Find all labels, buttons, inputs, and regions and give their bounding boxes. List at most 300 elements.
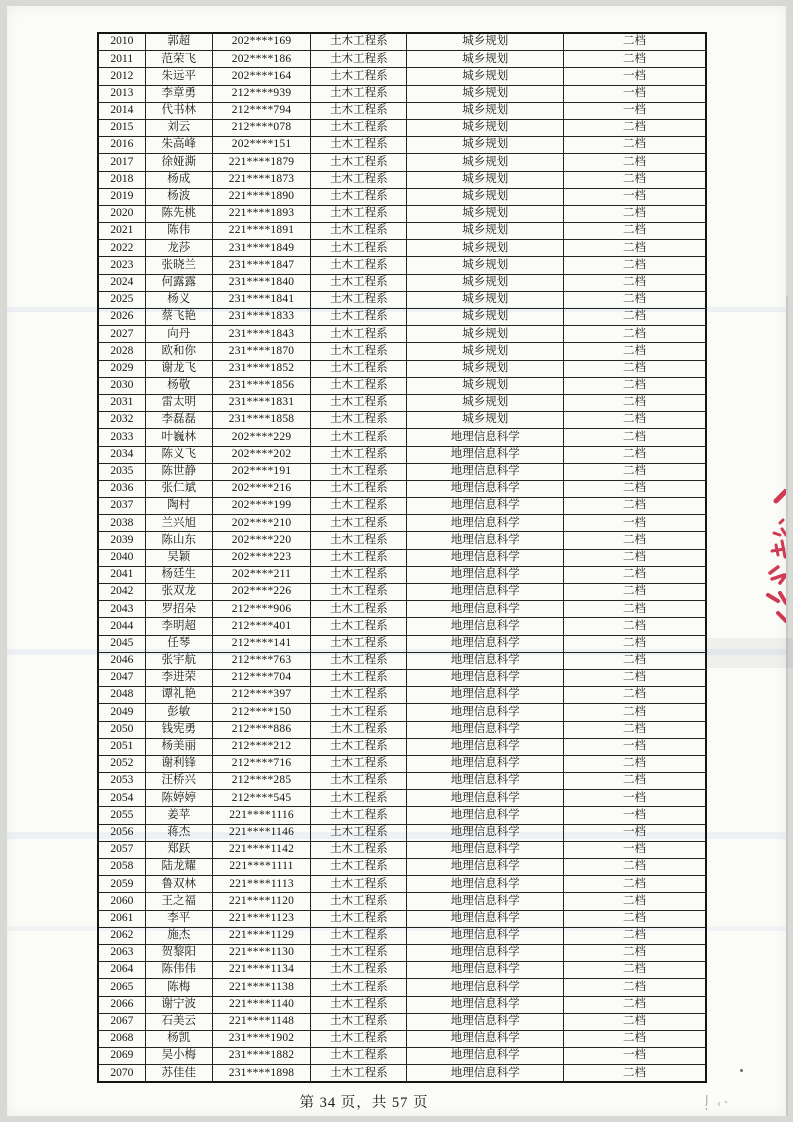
cell-major: 城乡规划: [407, 205, 564, 222]
cell-tier: 二档: [563, 910, 706, 927]
table-row: [98, 841, 706, 858]
cell-student-id: 221****1891: [212, 223, 310, 240]
table-row: [98, 51, 706, 68]
cell-index: 2057: [98, 841, 145, 858]
cell-student-id: 212****212: [212, 738, 310, 755]
cell-department: 土木工程系: [311, 188, 407, 205]
cell-student-id: 202****211: [212, 566, 310, 583]
cell-department: 土木工程系: [311, 1030, 407, 1047]
cell-department: 土木工程系: [311, 790, 407, 807]
cell-index: 2015: [98, 119, 145, 136]
cell-tier: 二档: [563, 927, 706, 944]
cell-department: 土木工程系: [311, 515, 407, 532]
table-body: [98, 33, 706, 1082]
cell-tier: 二档: [563, 463, 706, 480]
cell-student-id: 202****223: [212, 549, 310, 566]
cell-department: 土木工程系: [311, 618, 407, 635]
cell-student-id: 221****1142: [212, 841, 310, 858]
cell-tier: 一档: [563, 102, 706, 119]
cell-department: 土木工程系: [311, 171, 407, 188]
cell-major: 地理信息科学: [407, 807, 564, 824]
cell-major: 地理信息科学: [407, 790, 564, 807]
cell-department: 土木工程系: [311, 102, 407, 119]
cell-student-id: 221****1113: [212, 876, 310, 893]
cell-tier: 二档: [563, 498, 706, 515]
cell-tier: 二档: [563, 309, 706, 326]
cell-student-id: 221****1140: [212, 996, 310, 1013]
table-row: [98, 1065, 706, 1083]
table-row: [98, 68, 706, 85]
cell-department: 土木工程系: [311, 859, 407, 876]
table-row: [98, 205, 706, 222]
cell-tier: 二档: [563, 618, 706, 635]
cell-index: 2062: [98, 927, 145, 944]
cell-index: 2031: [98, 394, 145, 411]
cell-tier: 二档: [563, 532, 706, 549]
cell-student-id: 231****1833: [212, 309, 310, 326]
red-seal-fragment-icon: [760, 489, 786, 629]
cell-department: 土木工程系: [311, 669, 407, 686]
cell-major: 地理信息科学: [407, 893, 564, 910]
table-row: [98, 1048, 706, 1065]
cell-student-id: 202****226: [212, 584, 310, 601]
cell-major: 城乡规划: [407, 102, 564, 119]
table-row: [98, 1030, 706, 1047]
cell-major: 城乡规划: [407, 119, 564, 136]
table-row: [98, 1013, 706, 1030]
cell-index: 2012: [98, 68, 145, 85]
table-row: [98, 377, 706, 394]
cell-name: 陈伟: [145, 223, 212, 240]
cell-student-id: 202****199: [212, 498, 310, 515]
cell-department: 土木工程系: [311, 446, 407, 463]
cell-name: 吴颖: [145, 549, 212, 566]
cell-department: 土木工程系: [311, 601, 407, 618]
cell-tier: 二档: [563, 1030, 706, 1047]
cell-index: 2063: [98, 944, 145, 961]
cell-name: 雷太明: [145, 394, 212, 411]
table-row: [98, 480, 706, 497]
cell-tier: 二档: [563, 394, 706, 411]
table-row: [98, 291, 706, 308]
cell-student-id: 231****1898: [212, 1065, 310, 1083]
cell-name: 杨廷生: [145, 566, 212, 583]
cell-index: 2019: [98, 188, 145, 205]
cell-department: 土木工程系: [311, 807, 407, 824]
cell-student-id: 221****1879: [212, 154, 310, 171]
cell-major: 地理信息科学: [407, 755, 564, 772]
cell-student-id: 231****1840: [212, 274, 310, 291]
cell-name: 何露露: [145, 274, 212, 291]
cell-tier: 二档: [563, 1013, 706, 1030]
cell-name: 兰兴旭: [145, 515, 212, 532]
cell-tier: 一档: [563, 68, 706, 85]
cell-major: 城乡规划: [407, 154, 564, 171]
cell-department: 土木工程系: [311, 343, 407, 360]
cell-tier: 二档: [563, 223, 706, 240]
cell-tier: 二档: [563, 119, 706, 136]
cell-student-id: 202****151: [212, 137, 310, 154]
cell-index: 2039: [98, 532, 145, 549]
cell-index: 2013: [98, 85, 145, 102]
cell-major: 地理信息科学: [407, 859, 564, 876]
cell-index: 2054: [98, 790, 145, 807]
cell-name: 谭礼艳: [145, 687, 212, 704]
cell-department: 土木工程系: [311, 154, 407, 171]
table-row: [98, 566, 706, 583]
table-row: [98, 532, 706, 549]
cell-index: 2051: [98, 738, 145, 755]
cell-department: 土木工程系: [311, 429, 407, 446]
cell-major: 城乡规划: [407, 171, 564, 188]
cell-name: 蒋杰: [145, 824, 212, 841]
student-roster-table: [97, 32, 707, 1083]
cell-student-id: 221****1130: [212, 944, 310, 961]
cell-index: 2036: [98, 480, 145, 497]
cell-department: 土木工程系: [311, 1048, 407, 1065]
cell-index: 2022: [98, 240, 145, 257]
cell-student-id: 221****1890: [212, 188, 310, 205]
cell-student-id: 212****763: [212, 652, 310, 669]
cell-major: 地理信息科学: [407, 549, 564, 566]
cell-major: 城乡规划: [407, 274, 564, 291]
cell-index: 2047: [98, 669, 145, 686]
cell-student-id: 221****1111: [212, 859, 310, 876]
cell-tier: 二档: [563, 687, 706, 704]
cell-major: 地理信息科学: [407, 532, 564, 549]
cell-department: 土木工程系: [311, 1013, 407, 1030]
table-row: [98, 824, 706, 841]
cell-major: 地理信息科学: [407, 498, 564, 515]
cell-department: 土木工程系: [311, 635, 407, 652]
cell-index: 2032: [98, 412, 145, 429]
cell-department: 土木工程系: [311, 704, 407, 721]
cell-department: 土木工程系: [311, 463, 407, 480]
cell-department: 土木工程系: [311, 51, 407, 68]
document-page: [7, 6, 786, 1116]
cell-index: 2017: [98, 154, 145, 171]
cell-major: 地理信息科学: [407, 618, 564, 635]
table-row: [98, 876, 706, 893]
table-row: [98, 635, 706, 652]
cell-student-id: 231****1843: [212, 326, 310, 343]
table-row: [98, 515, 706, 532]
cell-name: 谢宁波: [145, 996, 212, 1013]
cell-department: 土木工程系: [311, 841, 407, 858]
cell-index: 2026: [98, 309, 145, 326]
cell-tier: 二档: [563, 205, 706, 222]
cell-major: 地理信息科学: [407, 910, 564, 927]
cell-major: 地理信息科学: [407, 721, 564, 738]
cell-name: 陈梅: [145, 979, 212, 996]
cell-tier: 二档: [563, 669, 706, 686]
cell-index: 2040: [98, 549, 145, 566]
cell-tier: 一档: [563, 841, 706, 858]
cell-name: 谢龙飞: [145, 360, 212, 377]
cell-major: 城乡规划: [407, 326, 564, 343]
cell-tier: 一档: [563, 790, 706, 807]
cell-name: 姜苹: [145, 807, 212, 824]
table-row: [98, 119, 706, 136]
cell-major: 地理信息科学: [407, 635, 564, 652]
cell-name: 代书林: [145, 102, 212, 119]
cell-department: 土木工程系: [311, 996, 407, 1013]
cell-department: 土木工程系: [311, 326, 407, 343]
cell-tier: 一档: [563, 515, 706, 532]
cell-department: 土木工程系: [311, 721, 407, 738]
cell-department: 土木工程系: [311, 584, 407, 601]
pencil-mark: [701, 1092, 731, 1119]
cell-name: 李章勇: [145, 85, 212, 102]
cell-department: 土木工程系: [311, 532, 407, 549]
table-row: [98, 859, 706, 876]
cell-index: 2041: [98, 566, 145, 583]
cell-student-id: 212****397: [212, 687, 310, 704]
cell-major: 地理信息科学: [407, 1048, 564, 1065]
cell-tier: 二档: [563, 171, 706, 188]
cell-name: 陶村: [145, 498, 212, 515]
cell-name: 张仁斌: [145, 480, 212, 497]
cell-index: 2043: [98, 601, 145, 618]
cell-name: 彭敏: [145, 704, 212, 721]
cell-index: 2055: [98, 807, 145, 824]
table-row: [98, 343, 706, 360]
cell-name: 向丹: [145, 326, 212, 343]
cell-student-id: 231****1852: [212, 360, 310, 377]
cell-tier: 二档: [563, 343, 706, 360]
cell-department: 土木工程系: [311, 1065, 407, 1083]
cell-student-id: 202****216: [212, 480, 310, 497]
cell-name: 杨义: [145, 291, 212, 308]
cell-student-id: 231****1870: [212, 343, 310, 360]
cell-tier: 二档: [563, 566, 706, 583]
cell-index: 2011: [98, 51, 145, 68]
cell-major: 地理信息科学: [407, 876, 564, 893]
table-row: [98, 412, 706, 429]
table-row: [98, 429, 706, 446]
cell-name: 陈山东: [145, 532, 212, 549]
cell-index: 2010: [98, 33, 145, 51]
cell-index: 2059: [98, 876, 145, 893]
cell-tier: 二档: [563, 412, 706, 429]
cell-department: 土木工程系: [311, 205, 407, 222]
cell-tier: 二档: [563, 1065, 706, 1083]
cell-major: 城乡规划: [407, 394, 564, 411]
cell-tier: 一档: [563, 188, 706, 205]
cell-department: 土木工程系: [311, 257, 407, 274]
cell-student-id: 231****1856: [212, 377, 310, 394]
cell-student-id: 231****1858: [212, 412, 310, 429]
cell-name: 任琴: [145, 635, 212, 652]
cell-major: 地理信息科学: [407, 515, 564, 532]
cell-index: 2070: [98, 1065, 145, 1083]
cell-tier: 二档: [563, 154, 706, 171]
cell-name: 刘云: [145, 119, 212, 136]
cell-name: 石美云: [145, 1013, 212, 1030]
cell-tier: 二档: [563, 429, 706, 446]
table-row: [98, 755, 706, 772]
cell-index: 2069: [98, 1048, 145, 1065]
table-row: [98, 102, 706, 119]
cell-tier: 二档: [563, 291, 706, 308]
cell-tier: 二档: [563, 962, 706, 979]
cell-department: 土木工程系: [311, 119, 407, 136]
cell-name: 杨波: [145, 188, 212, 205]
cell-name: 李明超: [145, 618, 212, 635]
cell-index: 2034: [98, 446, 145, 463]
cell-student-id: 231****1831: [212, 394, 310, 411]
cell-tier: 二档: [563, 584, 706, 601]
cell-major: 地理信息科学: [407, 841, 564, 858]
cell-student-id: 212****886: [212, 721, 310, 738]
cell-student-id: 212****545: [212, 790, 310, 807]
cell-name: 陈先桃: [145, 205, 212, 222]
cell-student-id: 221****1893: [212, 205, 310, 222]
cell-index: 2046: [98, 652, 145, 669]
table-row: [98, 996, 706, 1013]
cell-name: 张双龙: [145, 584, 212, 601]
cell-tier: 二档: [563, 446, 706, 463]
cell-student-id: 221****1134: [212, 962, 310, 979]
cell-major: 地理信息科学: [407, 1030, 564, 1047]
cell-name: 陈世静: [145, 463, 212, 480]
cell-student-id: 221****1873: [212, 171, 310, 188]
cell-major: 地理信息科学: [407, 824, 564, 841]
cell-department: 土木工程系: [311, 240, 407, 257]
cell-department: 土木工程系: [311, 223, 407, 240]
cell-major: 地理信息科学: [407, 463, 564, 480]
cell-major: 地理信息科学: [407, 687, 564, 704]
cell-tier: 二档: [563, 377, 706, 394]
cell-student-id: 202****220: [212, 532, 310, 549]
cell-major: 地理信息科学: [407, 979, 564, 996]
table-row: [98, 927, 706, 944]
cell-index: 2035: [98, 463, 145, 480]
cell-tier: 二档: [563, 33, 706, 51]
cell-major: 城乡规划: [407, 377, 564, 394]
table-row: [98, 669, 706, 686]
cell-index: 2058: [98, 859, 145, 876]
cell-major: 地理信息科学: [407, 1065, 564, 1083]
cell-department: 土木工程系: [311, 755, 407, 772]
cell-student-id: 212****716: [212, 755, 310, 772]
cell-major: 城乡规划: [407, 412, 564, 429]
table-row: [98, 962, 706, 979]
cell-major: 地理信息科学: [407, 927, 564, 944]
cell-student-id: 221****1120: [212, 893, 310, 910]
cell-name: 张晓兰: [145, 257, 212, 274]
cell-tier: 二档: [563, 137, 706, 154]
cell-student-id: 202****169: [212, 33, 310, 51]
cell-major: 地理信息科学: [407, 446, 564, 463]
cell-tier: 一档: [563, 738, 706, 755]
cell-tier: 二档: [563, 755, 706, 772]
table-row: [98, 790, 706, 807]
cell-student-id: 212****401: [212, 618, 310, 635]
cell-tier: 二档: [563, 944, 706, 961]
cell-major: 地理信息科学: [407, 773, 564, 790]
cell-department: 土木工程系: [311, 979, 407, 996]
cell-department: 土木工程系: [311, 68, 407, 85]
table-row: [98, 326, 706, 343]
table-row: [98, 309, 706, 326]
cell-major: 城乡规划: [407, 343, 564, 360]
cell-student-id: 221****1129: [212, 927, 310, 944]
cell-index: 2065: [98, 979, 145, 996]
cell-major: 地理信息科学: [407, 601, 564, 618]
cell-department: 土木工程系: [311, 309, 407, 326]
cell-department: 土木工程系: [311, 137, 407, 154]
cell-index: 2068: [98, 1030, 145, 1047]
cell-index: 2025: [98, 291, 145, 308]
cell-name: 鲁双林: [145, 876, 212, 893]
scan-shadow-band: [707, 638, 793, 668]
cell-major: 城乡规划: [407, 85, 564, 102]
cell-department: 土木工程系: [311, 377, 407, 394]
cell-major: 地理信息科学: [407, 429, 564, 446]
cell-name: 张宇航: [145, 652, 212, 669]
cell-name: 陈伟伟: [145, 962, 212, 979]
cell-department: 土木工程系: [311, 360, 407, 377]
cell-student-id: 221****1146: [212, 824, 310, 841]
cell-name: 龙莎: [145, 240, 212, 257]
cell-name: 汪桥兴: [145, 773, 212, 790]
cell-index: 2023: [98, 257, 145, 274]
cell-student-id: 202****229: [212, 429, 310, 446]
table-row: [98, 85, 706, 102]
cell-tier: 二档: [563, 274, 706, 291]
cell-index: 2053: [98, 773, 145, 790]
table-row: [98, 171, 706, 188]
cell-index: 2050: [98, 721, 145, 738]
table-row: [98, 979, 706, 996]
cell-name: 杨敬: [145, 377, 212, 394]
cell-department: 土木工程系: [311, 549, 407, 566]
cell-name: 罗招朵: [145, 601, 212, 618]
cell-tier: 二档: [563, 240, 706, 257]
cell-major: 城乡规划: [407, 33, 564, 51]
cell-tier: 二档: [563, 326, 706, 343]
cell-tier: 二档: [563, 652, 706, 669]
cell-major: 地理信息科学: [407, 566, 564, 583]
cell-department: 土木工程系: [311, 291, 407, 308]
table-row: [98, 274, 706, 291]
cell-name: 郭超: [145, 33, 212, 51]
cell-name: 欧和你: [145, 343, 212, 360]
cell-student-id: 212****906: [212, 601, 310, 618]
cell-index: 2033: [98, 429, 145, 446]
cell-student-id: 202****191: [212, 463, 310, 480]
table-row: [98, 240, 706, 257]
cell-department: 土木工程系: [311, 687, 407, 704]
table-row: [98, 188, 706, 205]
cell-student-id: 212****285: [212, 773, 310, 790]
cell-index: 2030: [98, 377, 145, 394]
cell-index: 2049: [98, 704, 145, 721]
cell-department: 土木工程系: [311, 927, 407, 944]
cell-tier: 二档: [563, 893, 706, 910]
table-row: [98, 33, 706, 51]
cell-name: 李进荣: [145, 669, 212, 686]
cell-name: 陈婷婷: [145, 790, 212, 807]
cell-name: 朱高峰: [145, 137, 212, 154]
cell-index: 2048: [98, 687, 145, 704]
cell-tier: 二档: [563, 360, 706, 377]
cell-major: 城乡规划: [407, 309, 564, 326]
cell-major: 城乡规划: [407, 291, 564, 308]
cell-student-id: 202****202: [212, 446, 310, 463]
cell-student-id: 202****164: [212, 68, 310, 85]
